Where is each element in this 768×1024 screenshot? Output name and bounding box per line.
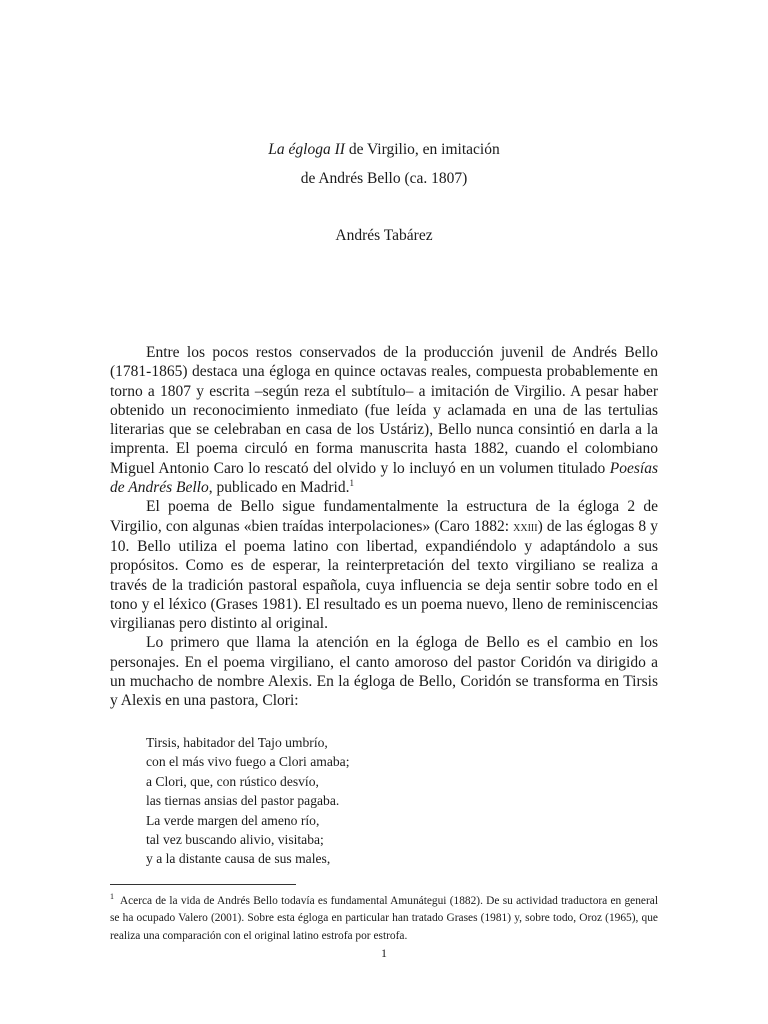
- verse-line: La verde margen del ameno río,: [146, 812, 320, 828]
- paragraph-2-text-b: ) de las églogas 8 y 10. Bello utiliza el poema latino con libertad, expandiéndolo y adaptándolo a sus propósitos. Como es de esperar, la reinterpretación del texto virgiliano se realiza a través de la tradición pastoral española, cuya influencia se deja sentir sobre todo en el tono y el léxico (Grases 1981). El resultado es un poema nuevo, lleno de reminiscencias virgilianas pero distinto al original.: [110, 517, 659, 633]
- book-title: Poesías de Andrés Bello: [110, 459, 658, 497]
- paragraph-2: [110, 497, 658, 633]
- footnote-text: Acerca de la vida de Andrés Bello todavía es fundamental Amunátegui (1882). De su actividad traductora en general se ha ocupado Valero (2001). Sobre esta égloga en particular han tratado Grases (1981) y, sobre todo, Oroz (1965), que realiza una comparación con el original latino estrofa por estrofa.: [110, 895, 658, 942]
- verse-line: las tiernas ansias del pastor pagaba.: [146, 793, 340, 809]
- footnote-mark: 1: [110, 892, 114, 902]
- paragraph-2-text-a: El poema de Bello sigue fundamentalmente la estructura de la égloga 2 de Virgilio, con algunas «bien traídas interpolaciones» (Caro 1882:: [110, 498, 658, 535]
- roman-page-number: xxiii: [513, 519, 538, 535]
- body-text: [110, 343, 658, 711]
- verse-line: tal vez buscando alivio, visitaba;: [146, 832, 324, 848]
- footnote: [110, 893, 658, 945]
- title-italic: La égloga II: [268, 141, 345, 158]
- verse-quote: [146, 733, 349, 869]
- footnote-reference[interactable]: 1: [349, 477, 354, 488]
- paragraph-1-end: , publicado en Madrid.: [208, 479, 350, 497]
- verse-line: y a la distante causa de sus males,: [146, 851, 331, 867]
- verse-line: a Clori, que, con rústico desvío,: [146, 773, 319, 789]
- footnote-divider: [110, 884, 296, 885]
- article-title: [0, 141, 768, 159]
- verse-line: Tirsis, habitador del Tajo umbrío,: [146, 735, 328, 750]
- article-title-line2: de Andrés Bello (ca. 1807): [300, 170, 468, 187]
- title-rest: de Virgilio, en imitación: [344, 141, 500, 158]
- author-name: Andrés Tabárez: [335, 227, 433, 244]
- paragraph-3: Lo primero que llama la atención en la égloga de Bello es el cambio en los personajes. En el poema virgiliano, el canto amoroso del pastor Coridón va dirigido a un muchacho de nombre Alexis. En la égloga de Bello, Coridón se transforma en Tirsis y Alexis en una pastora, Clori:: [110, 634, 658, 710]
- page-number: 1: [381, 946, 387, 960]
- verse-line: con el más vivo fuego a Clori amaba;: [146, 754, 350, 770]
- paragraph-1: [110, 343, 658, 497]
- paragraph-1-text: Entre los pocos restos conservados de la producción juvenil de Andrés Bello (1781-1865) destaca una égloga en quince octavas reales, compuesta probablemente en torno a 1807 y escrita –según reza el subtítulo– a imitación de Virgilio. A pesar haber obtenido un reconocimiento inmediato (fue leída y aclamada en una de las tertulias literarias que se celebraban en casa de los Ustáriz), Bello nunca consintió en darla a la imprenta. El poema circuló en forma manuscrita hasta 1882, cuando el colombiano Miguel Antonio Caro lo rescató del olvido y lo incluyó en un volumen titulado: [110, 344, 658, 477]
